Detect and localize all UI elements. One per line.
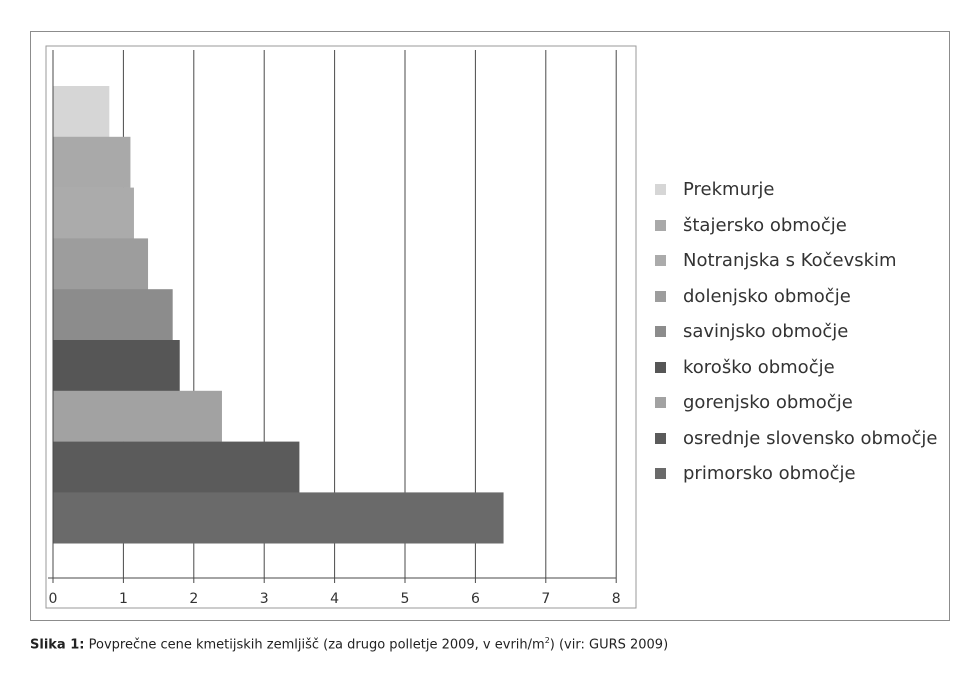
legend-label: štajersko območje [683,214,847,236]
caption-label: Slika 1: [30,637,85,653]
legend-item [655,172,937,208]
x-tick-label: 5 [400,591,410,607]
legend-label: primorsko območje [683,463,856,485]
bar [53,289,173,340]
x-tick-label: 8 [611,591,621,607]
legend-label: dolenjsko območje [683,285,851,307]
legend-item [655,314,937,350]
legend-item [655,208,937,244]
x-tick-label: 1 [118,591,128,607]
legend-item [655,421,937,457]
bar [53,492,504,543]
legend-item [655,385,937,421]
legend [655,172,937,492]
legend-item [655,279,937,315]
legend-swatch [655,397,666,408]
bar [53,238,148,289]
legend-label: gorenjsko območje [683,392,853,414]
x-tick-label: 3 [259,591,269,607]
bar [53,391,222,442]
x-tick-label: 0 [48,591,58,607]
x-tick-label: 2 [189,591,199,607]
bars [53,86,504,544]
bar [53,188,134,239]
legend-label: koroško območje [683,356,835,378]
figure-caption [30,636,668,652]
legend-label: savinjsko območje [683,321,849,343]
x-tick-label: 4 [330,591,340,607]
legend-swatch [655,220,666,231]
caption-text: Povprečne cene kmetijskih zemljišč (za drugo polletje 2009, v evrih/m [88,637,545,653]
bar [53,442,299,493]
legend-swatch [655,255,666,266]
legend-item [655,350,937,386]
legend-swatch [655,468,666,479]
caption-text-end: ) (vir: GURS 2009) [549,637,669,653]
bar [53,86,109,137]
x-tick-label: 6 [470,591,480,607]
x-tick-label: 7 [541,591,551,607]
caption-superscript: 2 [544,636,550,645]
bar [53,340,180,391]
legend-swatch [655,326,666,337]
legend-swatch [655,291,666,302]
legend-swatch [655,433,666,444]
legend-label: osrednje slovensko območje [683,427,938,449]
legend-label: Notranjska s Kočevskim [683,250,897,272]
legend-label: Prekmurje [683,179,775,201]
legend-item [655,243,937,279]
x-tick-labels [49,591,621,607]
legend-swatch [655,184,666,195]
legend-swatch [655,362,666,373]
legend-item [655,456,937,492]
bar [53,137,130,188]
